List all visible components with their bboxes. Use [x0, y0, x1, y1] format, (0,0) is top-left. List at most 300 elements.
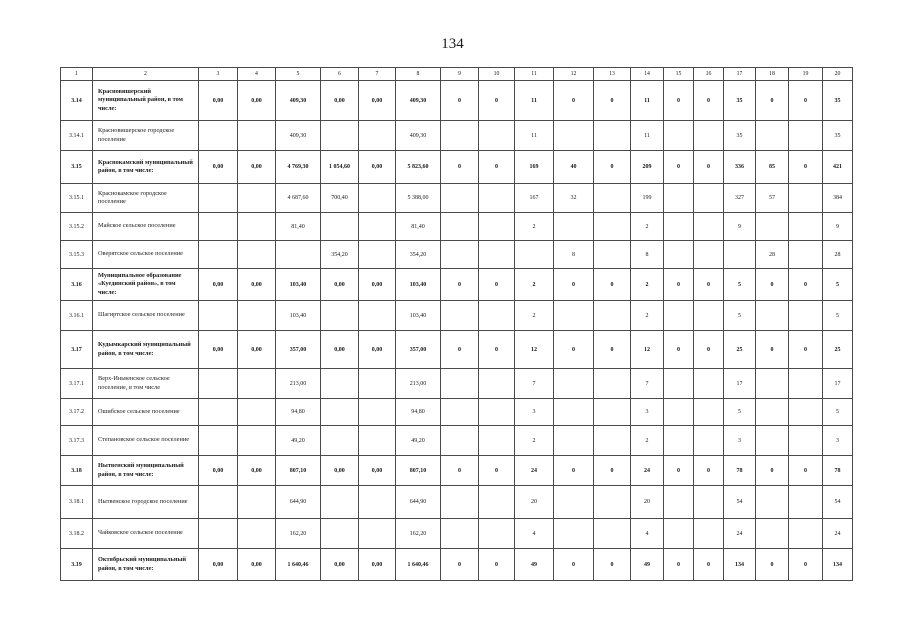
value-cell: 2	[515, 301, 554, 331]
value-cell	[321, 301, 359, 331]
value-cell: 354,20	[321, 241, 359, 269]
value-cell	[756, 399, 789, 426]
value-cell: 409,30	[396, 121, 441, 151]
value-cell	[441, 121, 479, 151]
value-cell: 0,00	[199, 456, 238, 486]
value-cell	[479, 301, 515, 331]
value-cell: 209	[631, 151, 664, 184]
value-cell: 336	[724, 151, 756, 184]
value-cell: 103,40	[276, 301, 321, 331]
value-cell	[694, 399, 724, 426]
value-cell	[694, 519, 724, 549]
row-name-cell: Октябрьский муниципальный район, в том числе:	[93, 549, 199, 581]
value-cell: 199	[631, 184, 664, 213]
value-cell	[554, 519, 594, 549]
value-cell	[789, 486, 823, 519]
value-cell: 5 388,00	[396, 184, 441, 213]
value-cell: 2	[515, 269, 554, 301]
table-row	[61, 519, 853, 549]
value-cell: 0	[789, 269, 823, 301]
value-cell	[238, 426, 276, 456]
value-cell: 3	[631, 399, 664, 426]
row-number-cell: 3.18	[61, 456, 93, 486]
value-cell	[594, 301, 631, 331]
value-cell: 25	[724, 331, 756, 369]
table-header	[61, 68, 853, 81]
value-cell: 0	[664, 549, 694, 581]
column-header-8: 8	[396, 68, 441, 81]
row-number-cell: 3.15.3	[61, 241, 93, 269]
value-cell	[664, 399, 694, 426]
value-cell	[664, 301, 694, 331]
value-cell	[789, 241, 823, 269]
value-cell: 0	[441, 269, 479, 301]
value-cell	[441, 213, 479, 241]
table-row	[61, 151, 853, 184]
value-cell	[664, 426, 694, 456]
value-cell	[479, 241, 515, 269]
value-cell	[594, 121, 631, 151]
row-name-cell: Муниципальное образование «Куединский район», в том числе:	[93, 269, 199, 301]
value-cell: 0	[554, 331, 594, 369]
value-cell	[359, 426, 396, 456]
value-cell: 103,40	[396, 269, 441, 301]
value-cell: 0	[479, 331, 515, 369]
value-cell: 0	[554, 456, 594, 486]
value-cell: 0	[756, 456, 789, 486]
value-cell	[789, 184, 823, 213]
value-cell: 20	[631, 486, 664, 519]
value-cell: 5	[823, 269, 853, 301]
value-cell	[276, 241, 321, 269]
value-cell: 0,00	[359, 456, 396, 486]
value-cell	[441, 301, 479, 331]
column-header-18: 18	[756, 68, 789, 81]
value-cell: 807,10	[396, 456, 441, 486]
value-cell	[554, 301, 594, 331]
value-cell: 81,40	[276, 213, 321, 241]
value-cell: 35	[724, 81, 756, 121]
value-cell	[664, 486, 694, 519]
value-cell: 0	[756, 331, 789, 369]
value-cell	[756, 426, 789, 456]
value-cell: 54	[823, 486, 853, 519]
value-cell: 2	[515, 426, 554, 456]
value-cell	[789, 301, 823, 331]
value-cell: 0,00	[359, 331, 396, 369]
table-row	[61, 486, 853, 519]
value-cell: 807,10	[276, 456, 321, 486]
column-header-13: 13	[594, 68, 631, 81]
value-cell: 40	[554, 151, 594, 184]
value-cell	[441, 369, 479, 399]
value-cell: 8	[554, 241, 594, 269]
value-cell	[479, 486, 515, 519]
value-cell: 5	[724, 269, 756, 301]
value-cell	[359, 301, 396, 331]
value-cell: 78	[724, 456, 756, 486]
data-table	[60, 67, 853, 581]
value-cell: 7	[515, 369, 554, 399]
value-cell	[594, 369, 631, 399]
row-number-cell: 3.15.2	[61, 213, 93, 241]
value-cell: 35	[823, 81, 853, 121]
value-cell	[359, 213, 396, 241]
value-cell	[479, 426, 515, 456]
value-cell	[441, 519, 479, 549]
row-number-cell: 3.16.1	[61, 301, 93, 331]
value-cell	[554, 369, 594, 399]
value-cell: 24	[724, 519, 756, 549]
value-cell	[199, 486, 238, 519]
value-cell	[359, 241, 396, 269]
value-cell: 0	[756, 269, 789, 301]
row-number-cell: 3.18.2	[61, 519, 93, 549]
value-cell: 0	[554, 269, 594, 301]
table-row	[61, 241, 853, 269]
value-cell: 3	[515, 399, 554, 426]
value-cell: 0,00	[238, 81, 276, 121]
value-cell: 7	[631, 369, 664, 399]
value-cell: 354,20	[396, 241, 441, 269]
value-cell: 213,00	[396, 369, 441, 399]
value-cell: 4 769,30	[276, 151, 321, 184]
value-cell: 35	[823, 121, 853, 151]
value-cell	[199, 121, 238, 151]
column-header-16: 16	[694, 68, 724, 81]
row-name-cell: Нытвенское городское поселение	[93, 486, 199, 519]
value-cell: 169	[515, 151, 554, 184]
value-cell: 0,00	[321, 269, 359, 301]
value-cell: 162,20	[276, 519, 321, 549]
value-cell: 2	[631, 301, 664, 331]
value-cell	[789, 213, 823, 241]
column-header-17: 17	[724, 68, 756, 81]
value-cell	[199, 213, 238, 241]
value-cell: 5	[823, 301, 853, 331]
value-cell: 409,30	[276, 121, 321, 151]
value-cell: 20	[515, 486, 554, 519]
value-cell: 81,40	[396, 213, 441, 241]
row-name-cell: Кудымкарский муниципальный район, в том числе:	[93, 331, 199, 369]
value-cell: 5	[823, 399, 853, 426]
value-cell: 0,00	[321, 81, 359, 121]
value-cell: 644,90	[276, 486, 321, 519]
value-cell: 0	[441, 151, 479, 184]
value-cell: 0	[664, 331, 694, 369]
value-cell: 0,00	[238, 331, 276, 369]
value-cell: 0	[554, 81, 594, 121]
column-header-19: 19	[789, 68, 823, 81]
value-cell: 28	[823, 241, 853, 269]
row-number-cell: 3.15.1	[61, 184, 93, 213]
column-header-2: 2	[93, 68, 199, 81]
value-cell: 0	[789, 549, 823, 581]
value-cell	[321, 399, 359, 426]
value-cell	[554, 121, 594, 151]
row-name-cell: Краснокамское городское поселение	[93, 184, 199, 213]
row-number-cell: 3.15	[61, 151, 93, 184]
value-cell: 0,00	[359, 549, 396, 581]
value-cell	[199, 426, 238, 456]
value-cell: 17	[823, 369, 853, 399]
value-cell: 327	[724, 184, 756, 213]
value-cell	[664, 519, 694, 549]
row-number-cell: 3.19	[61, 549, 93, 581]
value-cell	[694, 426, 724, 456]
value-cell	[321, 486, 359, 519]
row-number-cell: 3.17.3	[61, 426, 93, 456]
table-row	[61, 426, 853, 456]
value-cell: 0,00	[238, 269, 276, 301]
value-cell: 85	[756, 151, 789, 184]
value-cell: 0,00	[238, 456, 276, 486]
value-cell: 0	[479, 151, 515, 184]
value-cell	[479, 519, 515, 549]
column-header-1: 1	[61, 68, 93, 81]
value-cell: 78	[823, 456, 853, 486]
value-cell: 421	[823, 151, 853, 184]
value-cell	[359, 519, 396, 549]
value-cell: 2	[515, 213, 554, 241]
value-cell: 49,20	[396, 426, 441, 456]
value-cell	[479, 369, 515, 399]
column-header-10: 10	[479, 68, 515, 81]
value-cell	[238, 399, 276, 426]
value-cell	[238, 519, 276, 549]
value-cell: 0	[441, 549, 479, 581]
value-cell	[594, 426, 631, 456]
value-cell	[554, 426, 594, 456]
value-cell: 5 823,60	[396, 151, 441, 184]
value-cell	[321, 121, 359, 151]
value-cell: 12	[631, 331, 664, 369]
value-cell: 0,00	[199, 331, 238, 369]
value-cell: 384	[823, 184, 853, 213]
value-cell	[594, 241, 631, 269]
value-cell	[515, 241, 554, 269]
value-cell	[199, 241, 238, 269]
column-header-7: 7	[359, 68, 396, 81]
value-cell: 0,00	[238, 151, 276, 184]
column-header-14: 14	[631, 68, 664, 81]
value-cell	[359, 399, 396, 426]
value-cell: 54	[724, 486, 756, 519]
value-cell: 134	[724, 549, 756, 581]
value-cell	[694, 213, 724, 241]
value-cell	[479, 213, 515, 241]
value-cell: 0,00	[238, 549, 276, 581]
value-cell: 8	[631, 241, 664, 269]
value-cell	[554, 213, 594, 241]
value-cell: 9	[823, 213, 853, 241]
row-name-cell: Степановское сельское поселение	[93, 426, 199, 456]
value-cell: 644,90	[396, 486, 441, 519]
value-cell: 57	[756, 184, 789, 213]
column-header-20: 20	[823, 68, 853, 81]
value-cell: 94,80	[276, 399, 321, 426]
value-cell	[594, 213, 631, 241]
value-cell: 103,40	[276, 269, 321, 301]
value-cell: 0,00	[321, 549, 359, 581]
value-cell: 0	[694, 456, 724, 486]
value-cell: 409,30	[276, 81, 321, 121]
row-name-cell: Майское сельское поселение	[93, 213, 199, 241]
value-cell	[756, 486, 789, 519]
value-cell	[359, 369, 396, 399]
row-name-cell: Нытвенский муниципальный район, в том числе:	[93, 456, 199, 486]
value-cell	[664, 369, 694, 399]
value-cell: 0,00	[199, 151, 238, 184]
value-cell	[694, 369, 724, 399]
row-name-cell: Шагиртское сельское поселение	[93, 301, 199, 331]
row-number-cell: 3.14	[61, 81, 93, 121]
table-row	[61, 331, 853, 369]
value-cell: 11	[515, 121, 554, 151]
value-cell: 0,00	[199, 549, 238, 581]
value-cell	[359, 486, 396, 519]
table-row	[61, 456, 853, 486]
value-cell	[199, 519, 238, 549]
column-header-9: 9	[441, 68, 479, 81]
value-cell: 2	[631, 269, 664, 301]
value-cell: 0	[479, 81, 515, 121]
row-number-cell: 3.17	[61, 331, 93, 369]
page-number: 134	[441, 36, 464, 52]
value-cell: 24	[515, 456, 554, 486]
table-row	[61, 301, 853, 331]
value-cell: 0	[594, 549, 631, 581]
value-cell	[238, 213, 276, 241]
value-cell	[594, 486, 631, 519]
value-cell: 357,00	[396, 331, 441, 369]
value-cell	[238, 241, 276, 269]
row-number-cell: 3.17.1	[61, 369, 93, 399]
value-cell	[441, 241, 479, 269]
value-cell: 357,00	[276, 331, 321, 369]
value-cell: 28	[756, 241, 789, 269]
table-row	[61, 369, 853, 399]
value-cell	[756, 301, 789, 331]
value-cell	[321, 426, 359, 456]
value-cell: 11	[515, 81, 554, 121]
value-cell: 0	[694, 331, 724, 369]
column-header-6: 6	[321, 68, 359, 81]
value-cell	[238, 486, 276, 519]
value-cell: 0,00	[321, 456, 359, 486]
table-row	[61, 399, 853, 426]
value-cell	[694, 301, 724, 331]
row-number-cell: 3.17.2	[61, 399, 93, 426]
row-name-cell: Чайковское сельское поселение	[93, 519, 199, 549]
value-cell: 0	[789, 81, 823, 121]
value-cell	[756, 519, 789, 549]
value-cell	[594, 399, 631, 426]
value-cell: 0	[789, 151, 823, 184]
value-cell: 700,40	[321, 184, 359, 213]
column-header-15: 15	[664, 68, 694, 81]
value-cell	[199, 301, 238, 331]
value-cell: 1 054,60	[321, 151, 359, 184]
value-cell: 167	[515, 184, 554, 213]
column-header-3: 3	[199, 68, 238, 81]
value-cell: 213,00	[276, 369, 321, 399]
row-name-cell: Верх-Иньвенское сельское поселение, в том числе	[93, 369, 199, 399]
value-cell: 0	[664, 456, 694, 486]
value-cell: 0	[694, 81, 724, 121]
value-cell	[199, 369, 238, 399]
value-cell	[199, 399, 238, 426]
column-header-11: 11	[515, 68, 554, 81]
value-cell	[441, 399, 479, 426]
value-cell: 0	[441, 456, 479, 486]
value-cell: 0	[756, 81, 789, 121]
value-cell: 24	[631, 456, 664, 486]
value-cell: 0	[694, 549, 724, 581]
value-cell: 2	[631, 213, 664, 241]
value-cell	[756, 369, 789, 399]
value-cell: 2	[631, 426, 664, 456]
value-cell: 9	[724, 213, 756, 241]
table-row	[61, 213, 853, 241]
value-cell: 0	[664, 269, 694, 301]
value-cell: 0	[789, 456, 823, 486]
value-cell	[554, 486, 594, 519]
table-row	[61, 269, 853, 301]
value-cell: 5	[724, 399, 756, 426]
value-cell	[199, 184, 238, 213]
value-cell: 0	[594, 151, 631, 184]
value-cell	[664, 121, 694, 151]
table-body	[61, 81, 853, 581]
value-cell	[554, 399, 594, 426]
value-cell: 0	[756, 549, 789, 581]
value-cell	[321, 369, 359, 399]
value-cell: 3	[823, 426, 853, 456]
value-cell: 134	[823, 549, 853, 581]
value-cell: 0,00	[359, 81, 396, 121]
value-cell: 0	[479, 269, 515, 301]
value-cell	[789, 519, 823, 549]
value-cell	[321, 213, 359, 241]
column-header-4: 4	[238, 68, 276, 81]
value-cell	[479, 121, 515, 151]
value-cell: 0	[554, 549, 594, 581]
value-cell	[238, 369, 276, 399]
value-cell: 25	[823, 331, 853, 369]
value-cell	[664, 213, 694, 241]
value-cell	[479, 184, 515, 213]
value-cell: 24	[823, 519, 853, 549]
value-cell: 11	[631, 81, 664, 121]
value-cell: 1 640,46	[276, 549, 321, 581]
value-cell: 17	[724, 369, 756, 399]
value-cell	[789, 121, 823, 151]
value-cell	[594, 184, 631, 213]
row-name-cell: Оверятское сельское поселение	[93, 241, 199, 269]
value-cell: 0,00	[359, 269, 396, 301]
value-cell	[479, 399, 515, 426]
value-cell: 0	[441, 331, 479, 369]
value-cell: 12	[515, 331, 554, 369]
value-cell: 32	[554, 184, 594, 213]
value-cell: 0	[789, 331, 823, 369]
value-cell: 49,20	[276, 426, 321, 456]
value-cell: 0	[664, 81, 694, 121]
value-cell: 0	[694, 269, 724, 301]
value-cell: 3	[724, 426, 756, 456]
value-cell	[694, 486, 724, 519]
